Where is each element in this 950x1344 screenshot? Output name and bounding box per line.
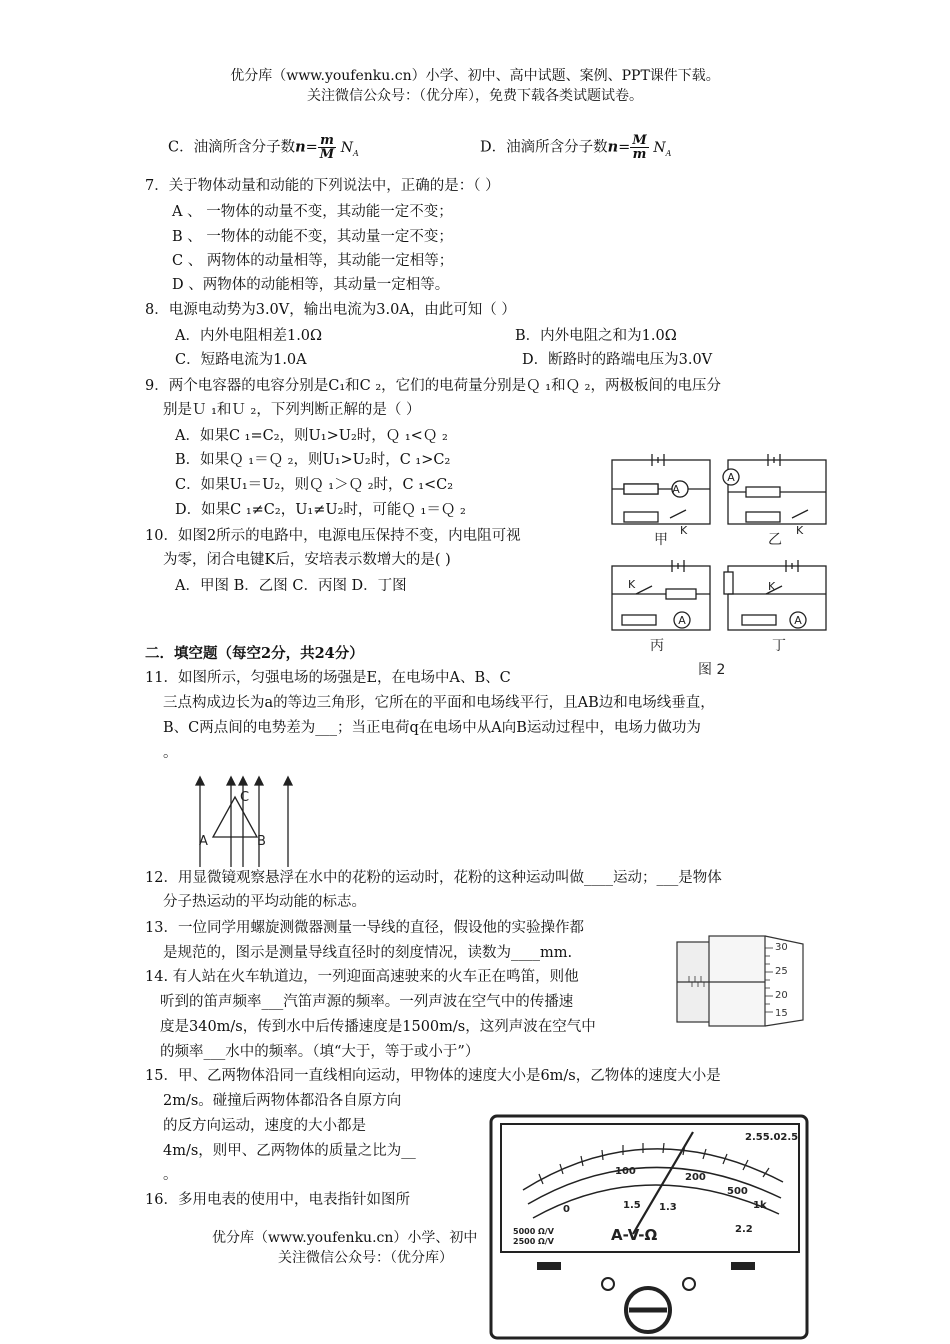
q8-stem: 8．电源电动势为3.0V，输出电流为3.0A，由此可知（ ） <box>145 302 516 318</box>
q9-stem-1: 9．两个电容器的电容分别是C₁和C ₂，它们的电荷量分别是Ｑ ₁和Ｑ ₂，两极板间的电压分 <box>145 378 721 394</box>
switch-icon <box>636 586 652 594</box>
q6-d-na <box>653 140 671 156</box>
q9-option-c: C．如果U₁＝U₂，则Ｑ ₁＞Ｑ ₂时，C ₁<C₂ <box>175 477 454 493</box>
q7-option-c: C 、 两物体的动量相等，其动能一定相等； <box>172 253 454 269</box>
q9-stem-2: 别是Ｕ ₁和Ｕ ₂，下列判断正解的是（ ） <box>163 402 421 418</box>
q6-c-na-n: N <box>340 139 354 156</box>
meter-tick-500: 500 <box>727 1186 748 1197</box>
micrometer-scale-15: 15 <box>775 1008 788 1019</box>
q10-options: A．甲图 B．乙图 C．丙图 D．丁图 <box>175 578 407 594</box>
circuit-figure-2 <box>600 448 840 688</box>
q6-d-text: D．油滴所含分子数 <box>480 139 608 156</box>
q6-c-numerator: m <box>318 134 336 148</box>
q6-c-na <box>341 140 359 156</box>
point-c-label: C <box>240 790 250 805</box>
ammeter-label: A <box>672 483 680 496</box>
footer-line-1: 优分库（www.youfenku.cn）小学、初中 <box>212 1230 478 1246</box>
section-2-title: 二．填空题（每空2分，共24分） <box>145 645 364 662</box>
meter-tick-0: 0 <box>563 1204 570 1215</box>
q8-option-a: A．内外电阻相差1.0Ω <box>175 328 323 344</box>
ammeter-label: A <box>678 614 686 627</box>
header-line-2: 关注微信公众号：（优分库），免费下载各类试题试卷。 <box>307 88 643 104</box>
q6-c-text: C．油滴所含分子数 <box>168 139 296 156</box>
q7-option-d: D 、两物体的动能相等，其动量一定相等。 <box>172 277 450 293</box>
q10-line-2: 为零，闭合电键K后，安培表示数增大的是( ) <box>163 552 451 568</box>
q12-line-2: 分子热运动的平均动能的标志。 <box>163 894 366 910</box>
meter-spec-2: 2500 Ω/V <box>513 1237 554 1246</box>
q14-line-2: 听到的笛声频率___汽笛声源的频率。一列声波在空气中的传播速 <box>160 994 574 1010</box>
q16-line-1: 16．多用电表的使用中，电表指针如图所 <box>145 1192 410 1208</box>
q11-line-4: 。 <box>163 745 178 761</box>
q10-line-1: 10．如图2所示的电路中，电源电压保持不变，内电阻可视 <box>145 528 521 544</box>
q6-c-eq: = <box>305 139 318 156</box>
q6-d-eq: = <box>618 139 631 156</box>
q7-option-a: A 、 一物体的动量不变，其动能一定不变； <box>172 204 453 220</box>
q14-line-1: 14. 有人站在火车轨道边，一列迎面高速驶来的火车正在鸣笛，则他 <box>145 969 579 985</box>
ammeter-label: A <box>794 614 802 627</box>
q6-c-n: n <box>295 138 306 156</box>
q11-line-3: B、C两点间的电势差为___；当正电荷q在电场中从A向B运动过程中，电场力做功为 <box>163 720 701 736</box>
multimeter-figure <box>483 1112 813 1340</box>
switch-icon <box>792 510 808 518</box>
meter-tick-100: 100 <box>615 1166 636 1177</box>
micrometer-scale-25: 25 <box>775 966 788 977</box>
q9-option-b: B．如果Ｑ ₁＝Ｑ ₂，则U₁>U₂时，C ₁>C₂ <box>175 452 451 468</box>
switch-label: K <box>628 578 636 591</box>
switch-label: K <box>768 580 776 593</box>
switch-icon <box>670 510 686 518</box>
electric-field-figure <box>185 775 305 867</box>
q6-d-fraction <box>630 134 648 161</box>
switch-label: K <box>680 524 688 537</box>
meter-label: A-V-Ω <box>611 1226 658 1244</box>
figure-caption: 图 2 <box>698 662 726 678</box>
meter-tick-1k: 1k <box>753 1200 767 1211</box>
q8-option-b: B．内外电阻之和为1.0Ω <box>515 328 677 344</box>
q15-line-3: 的反方向运动，速度的大小都是 <box>163 1118 366 1134</box>
circuit-label-ding: 丁 <box>772 638 786 654</box>
q6-c-fraction <box>318 134 336 161</box>
micrometer-scale-20: 20 <box>775 990 788 1001</box>
q9-option-d: D．如果C ₁≠C₂，U₁≠U₂时，可能Ｑ ₁＝Ｑ ₂ <box>175 502 466 518</box>
q6-d-n: n <box>607 138 619 156</box>
q6-d-na-sub: A <box>665 148 672 158</box>
ammeter-label: A <box>727 471 735 484</box>
circuit-label-yi: 乙 <box>768 532 782 548</box>
q13-line-2: 是规范的，图示是测量导线直径时的刻度情况，读数为____mm. <box>163 945 573 961</box>
meter-tick-1-5: 1.5 <box>623 1200 641 1211</box>
q7-option-b: B 、 一物体的动能不变，其动量一定不变； <box>172 229 453 245</box>
meter-tick-1-3: 1.3 <box>659 1202 677 1213</box>
footer-line-2: 关注微信公众号：（优分库） <box>278 1250 453 1266</box>
q11-line-1: 11．如图所示，匀强电场的场强是E，在电场中A、B、C <box>145 670 511 686</box>
circuit-label-jia: 甲 <box>654 532 668 548</box>
q7-stem: 7．关于物体动量和动能的下列说法中，正确的是：（ ） <box>145 178 500 194</box>
q6-c-denominator: M <box>319 147 335 162</box>
point-b-label: B <box>257 834 266 849</box>
meter-tick-200: 200 <box>685 1172 706 1183</box>
meter-tick-2-2: 2.2 <box>735 1224 753 1235</box>
q6-c-na-sub: A <box>353 148 359 158</box>
q8-option-d: D．断路时的路端电压为3.0V <box>522 352 713 368</box>
q6-option-c <box>168 134 359 166</box>
q15-line-5: 。 <box>163 1167 178 1183</box>
switch-label: K <box>796 524 804 537</box>
q15-line-2: 2m/s。碰撞后两物体都沿各自原方向 <box>163 1093 402 1109</box>
q14-line-4: 的频率___水中的频率。（填“大于，等于或小于”） <box>160 1044 480 1060</box>
q6-d-denominator: m <box>632 147 647 162</box>
q15-line-4: 4m/s，则甲、乙两物体的质量之比为__ <box>163 1143 416 1159</box>
q13-line-1: 13．一位同学用螺旋测微器测量一导线的直径，假设他的实验操作都 <box>145 920 584 936</box>
q9-option-a: A．如果C ₁=C₂，则U₁>U₂时，Ｑ ₁<Ｑ ₂ <box>175 428 448 444</box>
micrometer-figure <box>675 930 805 1030</box>
header-line-1: 优分库（www.youfenku.cn）小学、初中、高中试题、案例、PPT课件下载。 <box>230 68 720 84</box>
q11-line-2: 三点构成边长为a的等边三角形，它所在的平面和电场线平行，且AB边和电场线垂直， <box>163 695 715 711</box>
q8-option-c: C．短路电流为1.0A <box>175 352 307 368</box>
q6-d-numerator: M <box>632 133 647 148</box>
meter-code: 2.55.02.5 <box>745 1132 799 1143</box>
q6-option-d <box>480 134 671 166</box>
micrometer-scale-30: 30 <box>775 942 788 953</box>
q14-line-3: 度是340m/s，传到水中后传播速度是1500m/s，这列声波在空气中 <box>160 1019 596 1035</box>
point-a-label: A <box>199 834 208 849</box>
q6-d-na-n: N <box>653 139 666 156</box>
meter-spec-1: 5000 Ω/V <box>513 1227 554 1236</box>
q15-line-1: 15．甲、乙两物体沿同一直线相向运动，甲物体的速度大小是6m/s，乙物体的速度大小是 <box>145 1068 721 1084</box>
circuit-label-bing: 丙 <box>650 638 664 654</box>
q12-line-1: 12．用显微镜观察悬浮在水中的花粉的运动时，花粉的这种运动叫做____运动；___是物体 <box>145 870 722 886</box>
